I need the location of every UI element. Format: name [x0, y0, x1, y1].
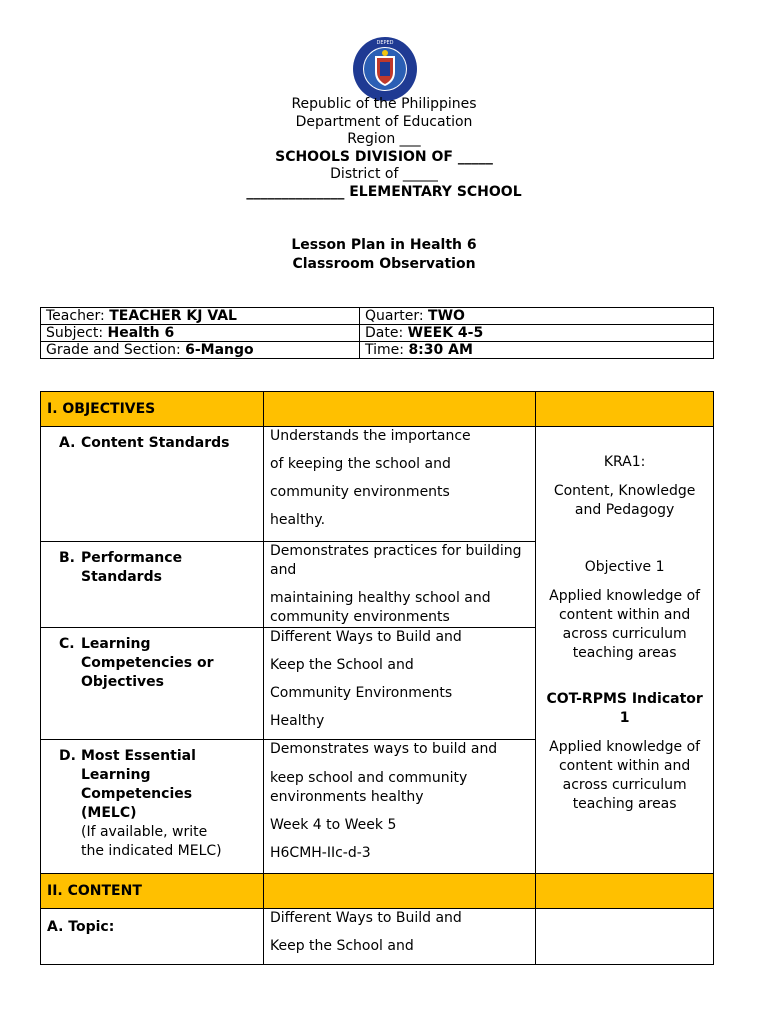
indicator-description: teaching areas — [572, 796, 677, 812]
subject-label: Subject: — [46, 325, 108, 341]
item-label: Most Essential — [81, 748, 196, 764]
time-label: Time: — [365, 342, 409, 358]
text-line: Healthy — [269, 713, 325, 729]
content-standards-row — [41, 427, 714, 542]
header-department: Department of Education — [295, 113, 473, 130]
time-cell — [360, 342, 714, 359]
info-row — [41, 308, 714, 325]
item-label: Competencies or — [81, 655, 214, 671]
performance-standards-text — [263, 542, 535, 628]
grade-label: Grade and Section: — [46, 342, 186, 358]
item-label: Performance — [81, 550, 183, 566]
text-line: Week 4 to Week 5 — [269, 817, 397, 833]
text-line: environments healthy — [269, 789, 424, 805]
kra-description: and Pedagogy — [574, 502, 675, 518]
item-letter: A. — [59, 435, 76, 451]
content-header-row — [41, 874, 714, 909]
text-line: maintaining healthy school and — [269, 590, 491, 606]
topic-label: A. Topic: — [41, 909, 264, 965]
item-label: Learning — [81, 767, 151, 783]
text-line: of keeping the school and — [269, 456, 451, 472]
objectives-header-blank-right — [536, 392, 714, 427]
text-line: Keep the School and — [269, 938, 414, 954]
indicator-description: across curriculum — [562, 777, 687, 793]
kra-label: KRA1: — [603, 454, 646, 470]
text-line: H6CMH-IIc-d-3 — [269, 845, 371, 861]
text-line: healthy. — [269, 512, 326, 528]
teacher-cell — [41, 308, 360, 325]
header-republic: Republic of the Philippines — [291, 96, 477, 112]
title-line-1: Lesson Plan in Health 6 — [291, 237, 477, 253]
objectives-heading: I. OBJECTIVES — [41, 392, 264, 427]
quarter-value: TWO — [428, 308, 465, 324]
text-line: community environments — [269, 484, 450, 500]
topic-blank — [536, 909, 714, 965]
subject-value: Health 6 — [107, 325, 175, 341]
deped-seal-logo — [352, 36, 418, 102]
document-title — [0, 236, 768, 274]
quarter-label: Quarter: — [365, 308, 429, 324]
text-line: Community Environments — [269, 685, 453, 701]
learning-competencies-label — [41, 628, 264, 740]
melc-text — [263, 740, 535, 874]
topic-text — [263, 909, 535, 965]
content-header-blank — [263, 874, 535, 909]
text-line: Different Ways to Build and — [269, 629, 462, 645]
melc-label — [41, 740, 264, 874]
text-line: Understands the importance — [269, 428, 471, 444]
text-line: Demonstrates practices for building and — [269, 543, 522, 578]
item-label: Competencies — [81, 786, 193, 802]
date-label: Date: — [365, 325, 408, 341]
indicator-description: content within and — [558, 758, 691, 774]
date-cell — [360, 325, 714, 342]
item-letter: C. — [59, 636, 75, 652]
learning-competencies-text — [263, 628, 535, 740]
content-standards-label — [41, 427, 264, 542]
item-label: (MELC) — [81, 805, 137, 821]
content-header-blank-right — [536, 874, 714, 909]
quarter-cell — [360, 308, 714, 325]
rpms-indicator-cell — [536, 427, 714, 874]
objective-label: Objective 1 — [584, 559, 665, 575]
indicator-description: Applied knowledge of — [549, 739, 701, 755]
indicator-number: 1 — [619, 710, 630, 726]
text-line: Demonstrates ways to build and — [269, 741, 498, 757]
info-table — [40, 307, 714, 359]
objectives-header-blank — [263, 392, 535, 427]
lesson-plan-table — [40, 391, 714, 965]
header-region: Region ___ — [347, 131, 421, 147]
objective-description: Applied knowledge of — [549, 588, 701, 604]
svg-text:DEPED: DEPED — [376, 40, 394, 46]
melc-note: (If available, write — [81, 824, 208, 840]
item-label: Standards — [81, 569, 162, 585]
content-standards-text — [263, 427, 535, 542]
time-value: 8:30 AM — [408, 342, 473, 358]
title-line-2: Classroom Observation — [292, 256, 476, 272]
text-line: Different Ways to Build and — [269, 910, 462, 926]
header-division: SCHOOLS DIVISION OF _____ — [275, 148, 493, 165]
agency-header — [0, 96, 768, 201]
objective-description: content within and — [558, 607, 691, 623]
text-line: community environments — [269, 609, 450, 625]
content-heading: II. CONTENT — [41, 874, 264, 909]
date-value: WEEK 4-5 — [407, 325, 484, 341]
performance-standards-label — [41, 542, 264, 628]
info-row — [41, 325, 714, 342]
teacher-value: TEACHER KJ VAL — [109, 308, 237, 324]
topic-row — [41, 909, 714, 965]
header-district: District of _____ — [330, 166, 438, 182]
grade-cell — [41, 342, 360, 359]
melc-note: the indicated MELC) — [81, 843, 222, 859]
objective-description: across curriculum — [562, 626, 687, 642]
item-letter: B. — [59, 550, 75, 566]
item-letter: D. — [59, 748, 76, 764]
header-school: ______________ ELEMENTARY SCHOOL — [246, 183, 522, 200]
item-label: Content Standards — [81, 435, 230, 451]
item-label: Objectives — [81, 674, 164, 690]
objective-description: teaching areas — [572, 645, 677, 661]
grade-value: 6-Mango — [185, 342, 254, 358]
indicator-label: COT-RPMS Indicator — [546, 691, 703, 707]
info-row — [41, 342, 714, 359]
objectives-header-row — [41, 392, 714, 427]
item-label: Learning — [81, 636, 151, 652]
kra-description: Content, Knowledge — [553, 483, 696, 499]
text-line: Keep the School and — [269, 657, 414, 673]
teacher-label: Teacher: — [46, 308, 110, 324]
subject-cell — [41, 325, 360, 342]
text-line: keep school and community — [269, 770, 468, 786]
